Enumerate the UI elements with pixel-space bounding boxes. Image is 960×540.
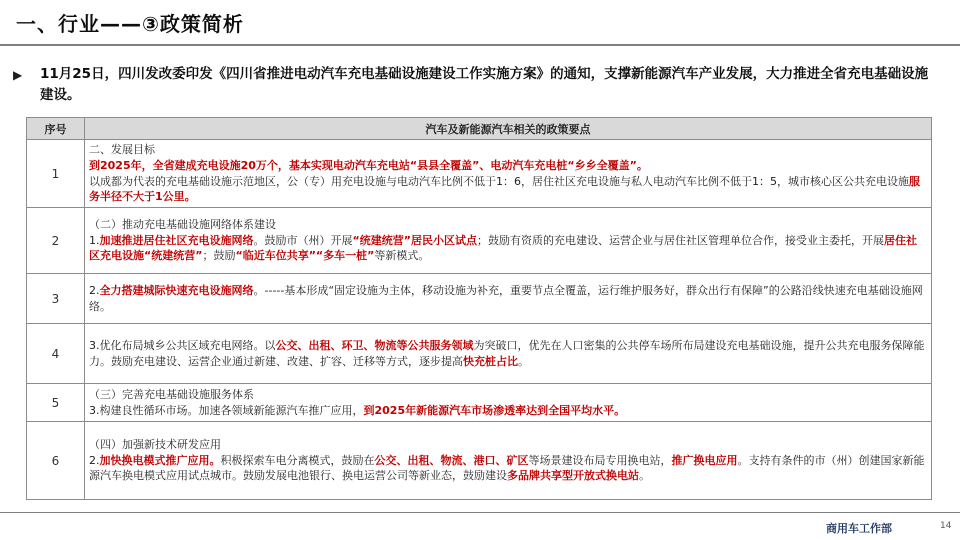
table-body [27,140,932,500]
row-index: 1 [27,140,85,208]
page-title: 一、行业——③政策简析 [16,12,244,36]
body-text: 3.构建良性循环市场。加速各领域新能源汽车推广应用， [89,403,364,417]
table-row [27,422,932,500]
table-row [27,274,932,324]
highlighted-text: 到2025年新能源汽车市场渗透率达到全国平均水平。 [363,403,626,417]
intro-text: 11月25日，四川发改委印发《四川省推进电动汽车充电基础设施建设工作实施方案》的通知，支撑新能源汽车产业发展，大力推进全省充电基础设施建设。 [40,66,929,103]
highlighted-text: 快充桩占比 [463,354,518,368]
row-index: 2 [27,208,85,274]
row-index: 6 [27,422,85,500]
body-text: 。支持有条件的市（州）创建国家新能源汽车换电模式应用试点城市。鼓励发展电池银行、换电运营公司等新业态，鼓励建设 [89,453,925,483]
body-text: 2. [89,283,100,297]
row-content [85,384,932,422]
highlighted-text: 公交、出租、环卫、物流等公共服务领域 [275,338,474,352]
highlighted-text: 居住社区充电设施“统建统营” [89,233,917,263]
highlighted-text: “统建统营”居民小区试点 [352,233,477,247]
highlighted-text: 全力搭建城际快速充电设施网络 [99,283,254,297]
body-text: 积极探索车电分离模式，鼓励在 [220,453,375,467]
body-text: 为突破口，优先在人口密集的公共停车场所布局建设充电基础设施，提升公共充电服务保障能力。鼓励充电建设、运营企业通过新建、改建、扩容、迁移等方式，逐步提高 [89,338,925,368]
body-text: 3.优化布局城乡公共区域充电网络。以 [89,338,276,352]
table-row [27,324,932,384]
highlighted-text: 加速推进居住社区充电设施网络 [99,233,254,247]
table-row [27,208,932,274]
row-content [85,324,932,384]
highlighted-text: 推广换电应用 [671,453,738,467]
highlighted-text: 加快换电模式推广应用。 [99,453,221,467]
body-text: 。鼓励市（州）开展 [253,233,353,247]
body-text: （四）加强新技术研发应用 [89,438,221,452]
highlighted-text: 到2025年，全省建成充电设施20万个，基本实现电动汽车充电站“县县全覆盖”、电动汽车充电桩“乡乡全覆盖”。 [89,158,648,172]
body-text: （二）推动充电基础设施网络体系建设 [89,218,276,232]
row-content [85,208,932,274]
body-text: 等新模式。 [374,249,430,263]
bullet-arrow-icon: ▶ [13,68,23,82]
row-index: 3 [27,274,85,324]
header-policy-points: 汽车及新能源汽车相关的政策要点 [85,118,932,140]
table-header-row [27,118,932,140]
row-index: 5 [27,384,85,422]
row-content [85,140,932,208]
body-text: 2. [89,453,100,467]
body-text: 。 [639,469,650,483]
body-text: ；鼓励 [202,249,236,263]
body-text: 。-----基本形成“固定设施为主体，移动设施为补充，重要节点全覆盖，运行维护服务好，群众出行有保障”的公路沿线快速充电基础设施网络。 [89,283,923,313]
body-text: 1. [89,233,100,247]
header-index: 序号 [27,118,85,140]
body-text: 。 [518,354,529,368]
table-row [27,140,932,208]
body-text: 二、发展目标 [89,143,155,157]
row-content [85,274,932,324]
row-index: 4 [27,324,85,384]
body-text: 等场景建设布局专用换电站， [528,453,672,467]
row-content [85,422,932,500]
body-text: （三）完善充电基础设施服务体系 [89,387,254,401]
highlighted-text: “临近车位共享”“多车一桩” [235,249,375,263]
highlighted-text: 多品牌共享型开放式换电站 [507,469,639,483]
table-row [27,384,932,422]
policy-table [26,117,932,500]
page-number: 14 [940,521,952,531]
highlighted-text: 公交、出租、物流、港口、矿区 [374,453,529,467]
body-text: ；鼓励有资质的充电建设、运营企业与居住社区管理单位合作，接受业主委托，开展 [476,233,884,247]
body-text: 以成都为代表的充电基础设施示范地区，公（专）用充电设施与电动汽车比例不低于1：6，居住社区充电设施与私人电动汽车比例不低于1：5，城市核心区公共充电设施 [89,174,909,188]
footer-department: 商用车工作部 [826,522,892,535]
highlighted-text: 服务半径不大于1公里。 [89,174,920,204]
footer-divider [0,512,960,513]
title-divider [0,44,960,46]
